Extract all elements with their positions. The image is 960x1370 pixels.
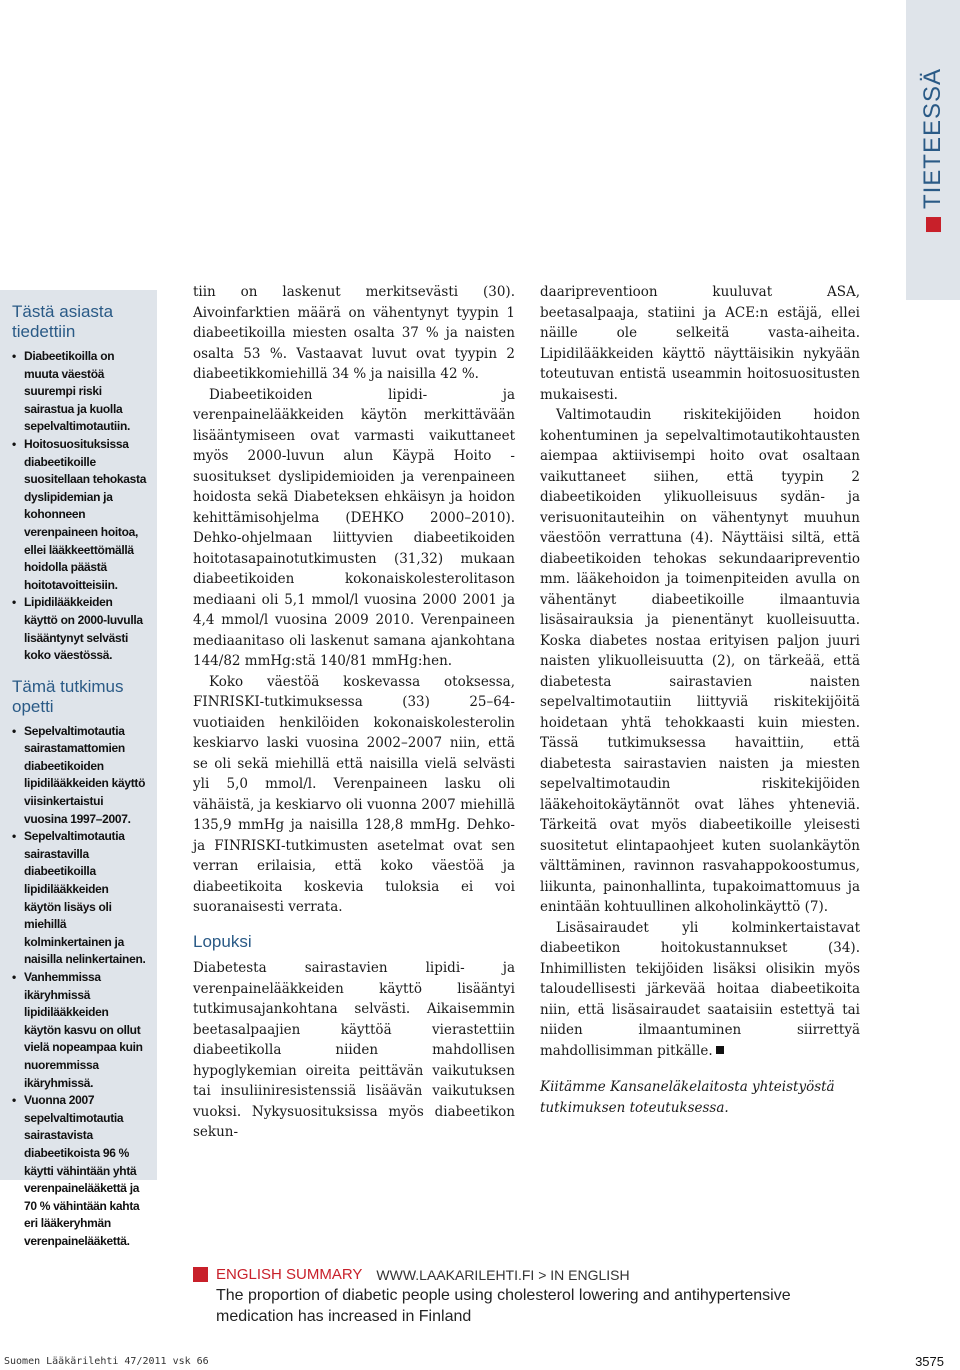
- page-number: 3575: [915, 1354, 944, 1369]
- english-summary-link[interactable]: WWW.LAAKARILEHTI.FI > IN ENGLISH: [376, 1266, 630, 1283]
- section-heading-conclusion: Lopuksi: [193, 931, 252, 951]
- sidebar-list-known: [12, 348, 147, 665]
- paragraph: tiin on laskenut merkitsevästi (30). Aivoinfarktien määrä on vähentynyt tyypin 1 diabeetikoilla miesten osalta 37 % ja naisten osalta 53 %. Vastaavat luvut ovat tyypin 2 diabeetikkomiehillä 34 % ja naisilla 42 %.: [193, 284, 515, 382]
- article-column-2: [540, 282, 860, 1118]
- paragraph: Diabeetikoiden lipidi- ja verenpainelääkkeiden käytön merkittävään lisääntymiseen ovat varmasti vaikuttaneet myös 2000-luvun alun Käypä Hoito -suositukset dyslipidemioiden ja verenpaineen hoidosta sekä Diabeteksen ehkäisyn ja hoidon kehittämisohjelma (DEHKO 2000–2010). Dehko-ohjelmaan liittyvien diabeetikoiden hoitotasapainotutkimusten (31,32) mukaan diabeetikoiden kokonaiskolesterolitason mediaani oli 5,1 mmol/l vuosina 2000 2001 ja 4,4 mmol/l vuosina 2009 2010. Verenpaineen mediaanitaso oli laskenut samana ajankohtana 144/82 mmHg:stä 140/81 mmHg:hen.: [193, 386, 515, 669]
- list-item: • Diabeetikoilla on muuta väestöä suurempi riski sairastua ja kuolla sepelvaltimotautiin.: [12, 348, 147, 436]
- section-tab: [906, 0, 960, 300]
- end-mark-icon: [716, 1046, 724, 1054]
- english-summary-label: ENGLISH SUMMARY: [216, 1266, 363, 1283]
- section-tab-label: TIETEESSÄ: [919, 67, 946, 210]
- acknowledgement: Kiitämme Kansaneläkelaitosta yhteistyöstä tutkimuksen toteutuksessa.: [540, 1079, 835, 1116]
- article-column-1: [193, 282, 515, 1143]
- english-summary: [193, 1266, 843, 1327]
- section-tab-label-wrap: [919, 68, 947, 232]
- english-summary-header: [193, 1266, 843, 1283]
- list-item: • Sepelvaltimotautia sairastamattomien diabeetikoiden lipidilääkkeiden käyttö viisinkertaistui vuosina 1997–2007.: [12, 723, 147, 829]
- english-summary-title: The proportion of diabetic people using cholesterol lowering and antihypertensive medication has increased in Finland: [216, 1287, 791, 1325]
- list-item: • Lipidilääkkeiden käyttö on 2000-luvulla lisääntynyt selvästi koko väestössä.: [12, 594, 147, 664]
- paragraph: Valtimotaudin riskitekijöiden hoidon kohentuminen ja sepelvaltimotautikohtausten aiempaa aktiivisempi hoito ovat osaltaan vaikuttaneet siihen, että tyypin 2 diabeetikoiden ylikuolleisuus sydän- ja verisuonitauteihin on vähentynyt muuhun väestöön verrattuna (4). Näyttäisi siltä, että diabeetikoiden tehokas sekundaaripreventio mm. lääkehoidon ja toimenpiteiden avulla on vähentänyt diabeetikoille ilmaantuvia lisäsairauksia ja pienentänyt kuolleisuutta. Koska diabetes nostaa erityisen paljon juuri naisten ylikuolleisuutta (2), on tärkeää, että diabetesta sairastavien naisten sepelvaltimotautiin liittyviä riskitekijöitä hoidetaan yhtä tehokkaasti kuin miesten. Tässä tutkimuksessa havaittiin, että diabetesta sairastavien naisten ja miesten sepelvaltimotaudin riskitekijöiden lääkehoitokäytännöt ovat lähes yhteneviä. Tärkeitä ovat myös diabeetikoille yleisesti suositetut elintapaohjeet kuten suolankäytön välttäminen, ravinnon rasvahappokoostumus, liikunta, painonhallinta, tupakoimattomuus ja enintään kohtuullinen alkoholinkäyttö (7).: [540, 407, 860, 915]
- list-item: • Sepelvaltimotautia sairastavilla diabeetikoilla lipidilääkkeiden käytön lisäys oli miehillä kolminkertainen ja naisilla nelinkertainen.: [12, 828, 147, 969]
- red-square-icon: [193, 1267, 208, 1282]
- sidebar-heading-known: Tästä asiasta tiedettiin: [12, 302, 114, 341]
- list-item: • Hoitosuosituksissa diabeetikoille suositellaan tehokasta dyslipidemian ja kohonneen verenpaineen hoitoa, ellei lääkkeettömällä hoidolla päästä hoitotavoitteisiin.: [12, 436, 147, 594]
- paragraph-text: Lisäsairaudet yli kolminkertaistavat diabeetikon hoitokustannukset (34). Inhimillisten tekijöiden lisäksi olisikin myös taloudellisesti järkevää hoitaa diabeetikoita niin, että lisäsairaudet saataisiin estettyä tai niiden ilmaantuminen siirrettyä mahdollisimman pitkälle.: [540, 919, 860, 1059]
- sidebar-heading-learned: Tämä tutkimus opetti: [12, 676, 124, 716]
- paragraph-final: [540, 918, 860, 1062]
- journal-footer: Suomen Lääkärilehti 47/2011 vsk 66: [4, 1356, 209, 1367]
- red-square-icon: [926, 217, 941, 232]
- paragraph: daaripreventioon kuuluvat ASA, beetasalpaaja, statiini ja ACE:n estäjä, ellei näille ole selkeitä vasta-aiheita. Lipidilääkkeiden käyttö näyttäisikin nykyään toteutuvan entistä useammin hoitosuositusten mukaisesti.: [540, 284, 860, 403]
- sidebar-list-learned: [12, 723, 147, 1251]
- key-points-sidebar: [0, 290, 157, 1248]
- paragraph: Diabetesta sairastavien lipidi- ja verenpainelääkkeiden käyttö lisääntyi tutkimusajankohtana selvästi. Aikaisemmin beetasalpaajien käyttöä vierastettiin diabeetikolla niiden mahdollisen hypoglykemian oireita peittävän vaikutuksen tai insuliiniresistenssiä lisäävän vaikutuksen vuoksi. Nykysuosituksissa myös diabeetikon sekun-: [193, 960, 515, 1140]
- paragraph: Koko väestöä koskevassa otoksessa, FINRISKI-tutkimuksessa (33) 25–64-vuotiaiden henkilöiden kokonaiskolesterolin keskiarvo laski vuosina 2002–2007 niin, että se oli sekä miehillä että naisilla vielä selvästi yli 5,0 mmol/l. Verenpaineen lasku oli vähäistä, ja keskiarvo oli vuonna 2007 miehillä 135,9 mmHg ja naisilla 128,8 mmHg. Dehko- ja FINRISKI-tutkimusten asetelmat ovat sen verran erilaisia, että koko väestöä ja diabeetikoita koskevia tuloksia ei voi suoranaisesti verrata.: [193, 673, 515, 915]
- list-item: • Vuonna 2007 sepelvaltimotautia sairastavista diabeetikoista 96 % käytti vähintään yhtä verenpainelääkettä ja 70 % vähintään kahta eri lääkeryhmän verenpainelääkettä.: [12, 1092, 147, 1250]
- list-item: • Vanhemmissa ikäryhmissä lipidilääkkeiden käytön kasvu on ollut vielä nopeampaa kuin nuoremmissa ikäryhmissä.: [12, 969, 147, 1092]
